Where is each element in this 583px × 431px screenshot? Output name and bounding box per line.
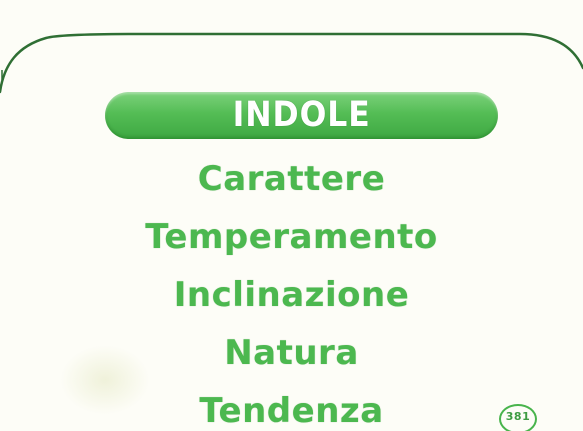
title-banner xyxy=(105,92,498,139)
synonym-item: Natura xyxy=(224,333,359,373)
synonym-item: Inclinazione xyxy=(173,275,410,315)
synonym-item: Tendenza xyxy=(199,391,384,431)
page-number: 381 xyxy=(505,409,531,423)
page-number-badge xyxy=(499,404,537,431)
synonym-item: Carattere xyxy=(197,159,386,199)
synonym-list xyxy=(0,150,583,431)
card-title: INDOLE xyxy=(232,95,371,135)
synonym-item: Temperamento xyxy=(145,217,438,257)
